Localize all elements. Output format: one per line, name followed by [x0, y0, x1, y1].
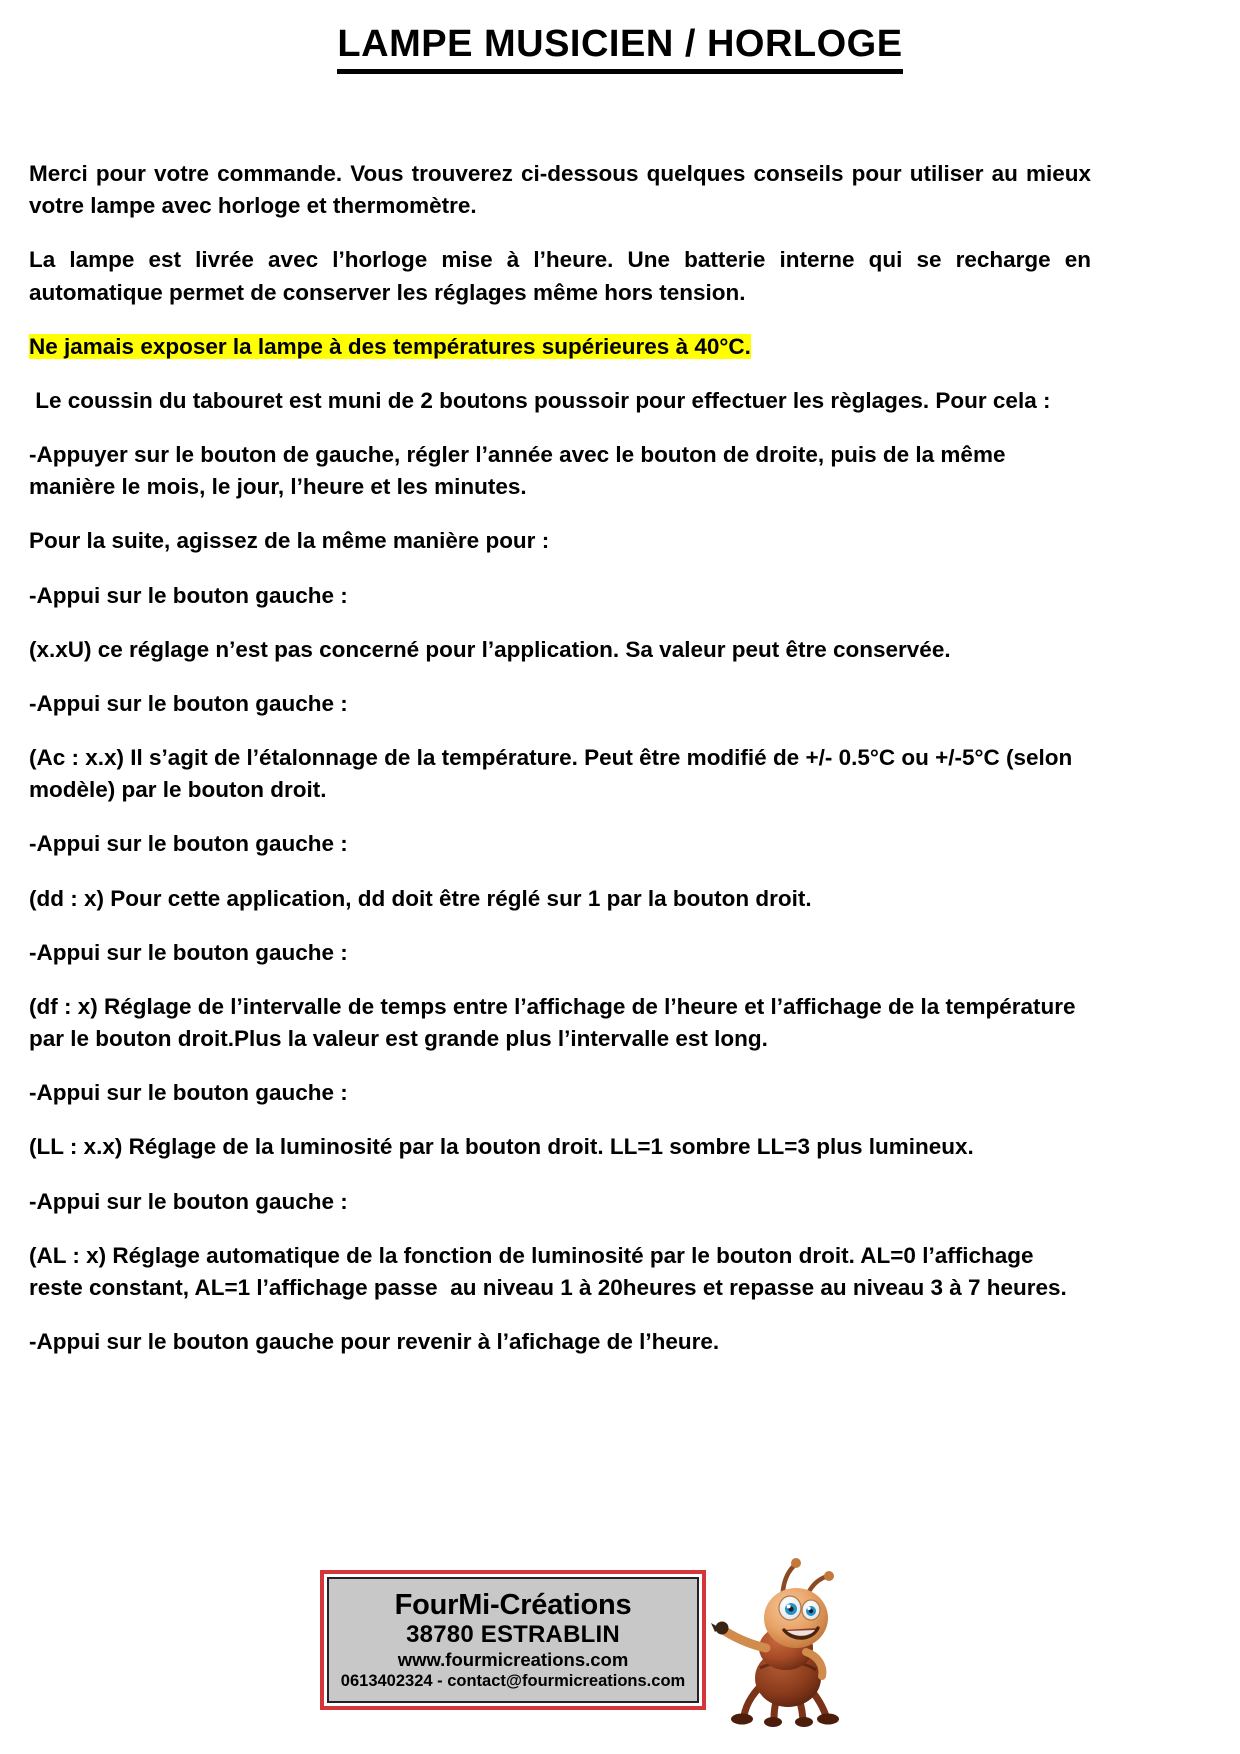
page-title [0, 24, 1240, 74]
company-sign [320, 1570, 706, 1710]
paragraph-press-3: -Appui sur le bouton gauche : [29, 831, 348, 857]
company-website[interactable]: www.fourmicreations.com [397, 1649, 629, 1671]
paragraph-step-year: -Appuyer sur le bouton de gauche, régler l’année avec le bouton de droite, puis de la même manière le mois, le jour, l’heure et les minutes. [29, 442, 1012, 500]
warning-highlight: Ne jamais exposer la lampe à des températures supérieures à 40°C. [29, 333, 751, 359]
paragraph-press-5: -Appui sur le bouton gauche : [29, 1080, 348, 1106]
paragraph-press-6: -Appui sur le bouton gauche : [29, 1188, 348, 1214]
company-contact[interactable]: 0613402324 - contact@fourmicreations.com [340, 1671, 686, 1690]
paragraph-setting-df: (df : x) Réglage de l’intervalle de temps entre l’affichage de l’heure et l’affichage de la température par le bouton droit.Plus la valeur est grande plus l’intervalle est long. [29, 993, 1082, 1052]
footer-logo-block [320, 1570, 880, 1730]
paragraph-press-1: -Appui sur le bouton gauche : [29, 582, 348, 608]
paragraph-continue: Pour la suite, agissez de la même manière pour : [29, 528, 550, 554]
paragraph-press-2: -Appui sur le bouton gauche : [29, 690, 348, 716]
paragraph-setting-ac: (Ac : x.x) Il s’agit de l’étalonnage de la température. Peut être modifié de +/- 0.5°C ou +/-5°C (selon modèle) par le bouton droit. [29, 745, 1079, 803]
page-title-text: LAMPE MUSICIEN / HORLOGE [337, 24, 902, 74]
paragraph-battery: La lampe est livrée avec l’horloge mise à l’heure. Une batterie interne qui se recharge en automatique permet de conserver les réglages même hors tension. [29, 247, 1098, 305]
document-body [29, 158, 1098, 1380]
paragraph-setting-ll: (LL : x.x) Réglage de la luminosité par la bouton droit. LL=1 sombre LL=3 plus lumineux. [29, 1134, 974, 1160]
paragraph-setting-al: (AL : x) Réglage automatique de la fonction de luminosité par le bouton droit. AL=0 l’affichage reste constant, AL=1 l’affichage passe au niveau 1 à 20heures et repasse au niveau 3 à 7 heures. [29, 1242, 1067, 1300]
company-sign-inner [327, 1577, 699, 1703]
paragraph-intro: Merci pour votre commande. Vous trouverez ci-dessous quelques conseils pour utiliser au mieux votre lampe avec horloge et thermomètre. [29, 161, 1098, 219]
paragraph-setting-xxu: (x.xU) ce réglage n’est pas concerné pour l’application. Sa valeur peut être conservée. [29, 636, 951, 662]
paragraph-return: -Appui sur le bouton gauche pour revenir à l’afichage de l’heure. [29, 1329, 720, 1355]
paragraph-warning [29, 331, 1091, 363]
paragraph-setting-dd: (dd : x) Pour cette application, dd doit être réglé sur 1 par la bouton droit. [29, 885, 812, 911]
company-address: 38780 ESTRABLIN [406, 1620, 620, 1648]
company-name: FourMi-Créations [394, 1588, 632, 1621]
ant-mascot-icon [710, 1556, 850, 1731]
paragraph-cushion: Le coussin du tabouret est muni de 2 boutons poussoir pour effectuer les règlages. Pour cela : [29, 387, 1051, 413]
paragraph-press-4: -Appui sur le bouton gauche : [29, 939, 348, 965]
